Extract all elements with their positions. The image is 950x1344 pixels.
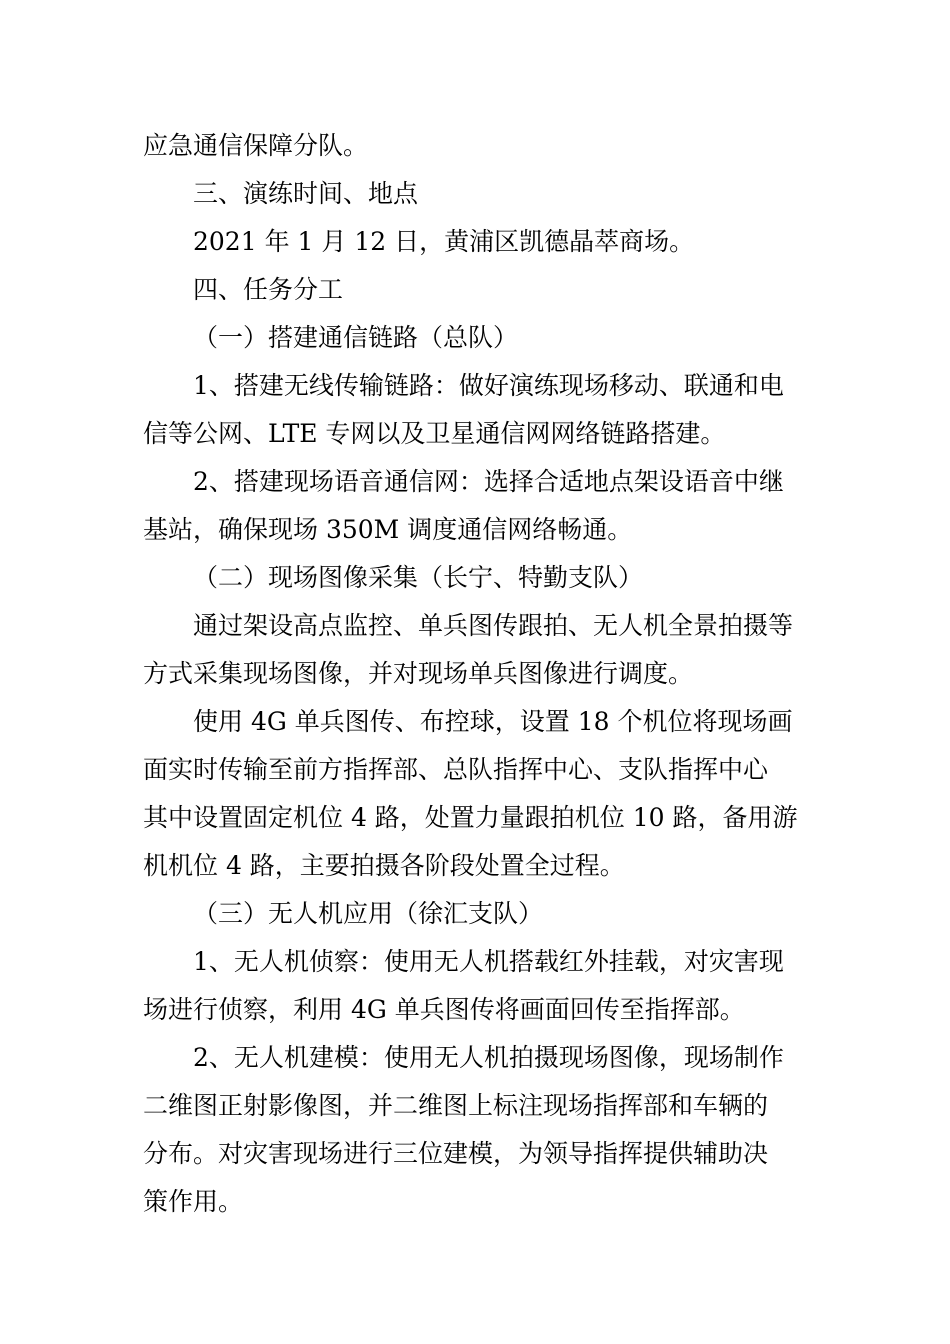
- subsection-heading: （一）搭建通信链路（总队）: [193, 323, 519, 352]
- body-text-line: 1、搭建无线传输链路：做好演练现场移动、联通和电: [193, 371, 784, 400]
- body-text-line: 信等公网、LTE 专网以及卫星通信网网络链路搭建。: [143, 419, 726, 448]
- body-text-line: 二维图正射影像图，并二维图上标注现场指挥部和车辆的: [143, 1091, 769, 1120]
- body-text-line: 通过架设高点监控、单兵图传跟拍、无人机全景拍摄等: [193, 611, 794, 640]
- section-heading: 三、演练时间、地点: [193, 179, 419, 208]
- body-text-line: 应急通信保障分队。: [143, 131, 369, 160]
- body-text-line: 方式采集现场图像，并对现场单兵图像进行调度。: [143, 659, 694, 688]
- body-text-line: 2021 年 1 月 12 日，黄浦区凯德晶萃商场。: [193, 227, 695, 256]
- body-text-line: 2、无人机建模：使用无人机拍摄现场图像，现场制作: [193, 1043, 784, 1072]
- section-heading: 四、任务分工: [193, 275, 344, 304]
- body-text-line: 1、无人机侦察：使用无人机搭载红外挂载，对灾害现: [193, 947, 784, 976]
- document-page: [143, 122, 808, 1226]
- subsection-heading: （二）现场图像采集（长宁、特勤支队）: [193, 563, 644, 592]
- body-text-line: 机机位 4 路，主要拍摄各阶段处置全过程。: [143, 851, 625, 880]
- body-text-line: 2、搭建现场语音通信网：选择合适地点架设语音中继: [193, 467, 784, 496]
- body-text-line: 面实时传输至前方指挥部、总队指挥中心、支队指挥中心: [143, 755, 769, 784]
- subsection-heading: （三）无人机应用（徐汇支队）: [193, 899, 544, 928]
- body-text-line: 其中设置固定机位 4 路，处置力量跟拍机位 10 路，备用游: [143, 803, 798, 832]
- body-text-line: 分布。对灾害现场进行三位建模，为领导指挥提供辅助决: [143, 1139, 769, 1168]
- body-text-line: 场进行侦察，利用 4G 单兵图传将画面回传至指挥部。: [143, 995, 745, 1024]
- body-text-line: 基站，确保现场 350M 调度通信网络畅通。: [143, 515, 633, 544]
- body-text-line: 使用 4G 单兵图传、布控球，设置 18 个机位将现场画: [193, 707, 793, 736]
- body-text-line: 策作用。: [143, 1187, 244, 1216]
